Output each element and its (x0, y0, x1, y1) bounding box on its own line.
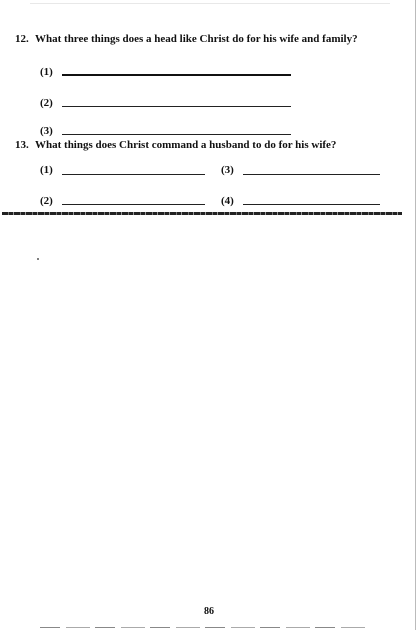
page-top-edge (30, 3, 390, 4)
question-13-number: 13. (15, 139, 29, 151)
question-12-number: 12. (15, 33, 29, 45)
q13-blank-4-label: (4) (221, 195, 234, 207)
q12-blank-1-label: (1) (40, 66, 53, 78)
question-13-text: What things does Christ command a husband to do for his wife? (35, 139, 337, 151)
page-bottom-edge (40, 627, 370, 628)
q13-blank-1-label: (1) (40, 164, 53, 176)
q12-answer-line-2[interactable] (62, 106, 291, 107)
q13-answer-line-2[interactable] (62, 204, 205, 205)
q12-blank-2-label: (2) (40, 97, 53, 109)
page-number: 86 (204, 606, 214, 617)
question-13 (15, 139, 336, 151)
question-12-text: What three things does a head like Christ do for his wife and family? (35, 33, 358, 45)
q13-answer-line-4[interactable] (243, 204, 380, 205)
q13-answer-line-1[interactable] (62, 174, 205, 175)
q13-blank-3-label: (3) (221, 164, 234, 176)
q13-answer-line-3[interactable] (243, 174, 380, 175)
dashed-divider (2, 212, 402, 215)
page-right-edge (415, 0, 416, 630)
q12-answer-line-1[interactable] (62, 74, 291, 76)
q13-blank-2-label: (2) (40, 195, 53, 207)
q12-blank-3-label: (3) (40, 125, 53, 137)
question-12 (15, 33, 358, 45)
stray-mark (37, 258, 39, 260)
q12-answer-line-3[interactable] (62, 134, 291, 135)
